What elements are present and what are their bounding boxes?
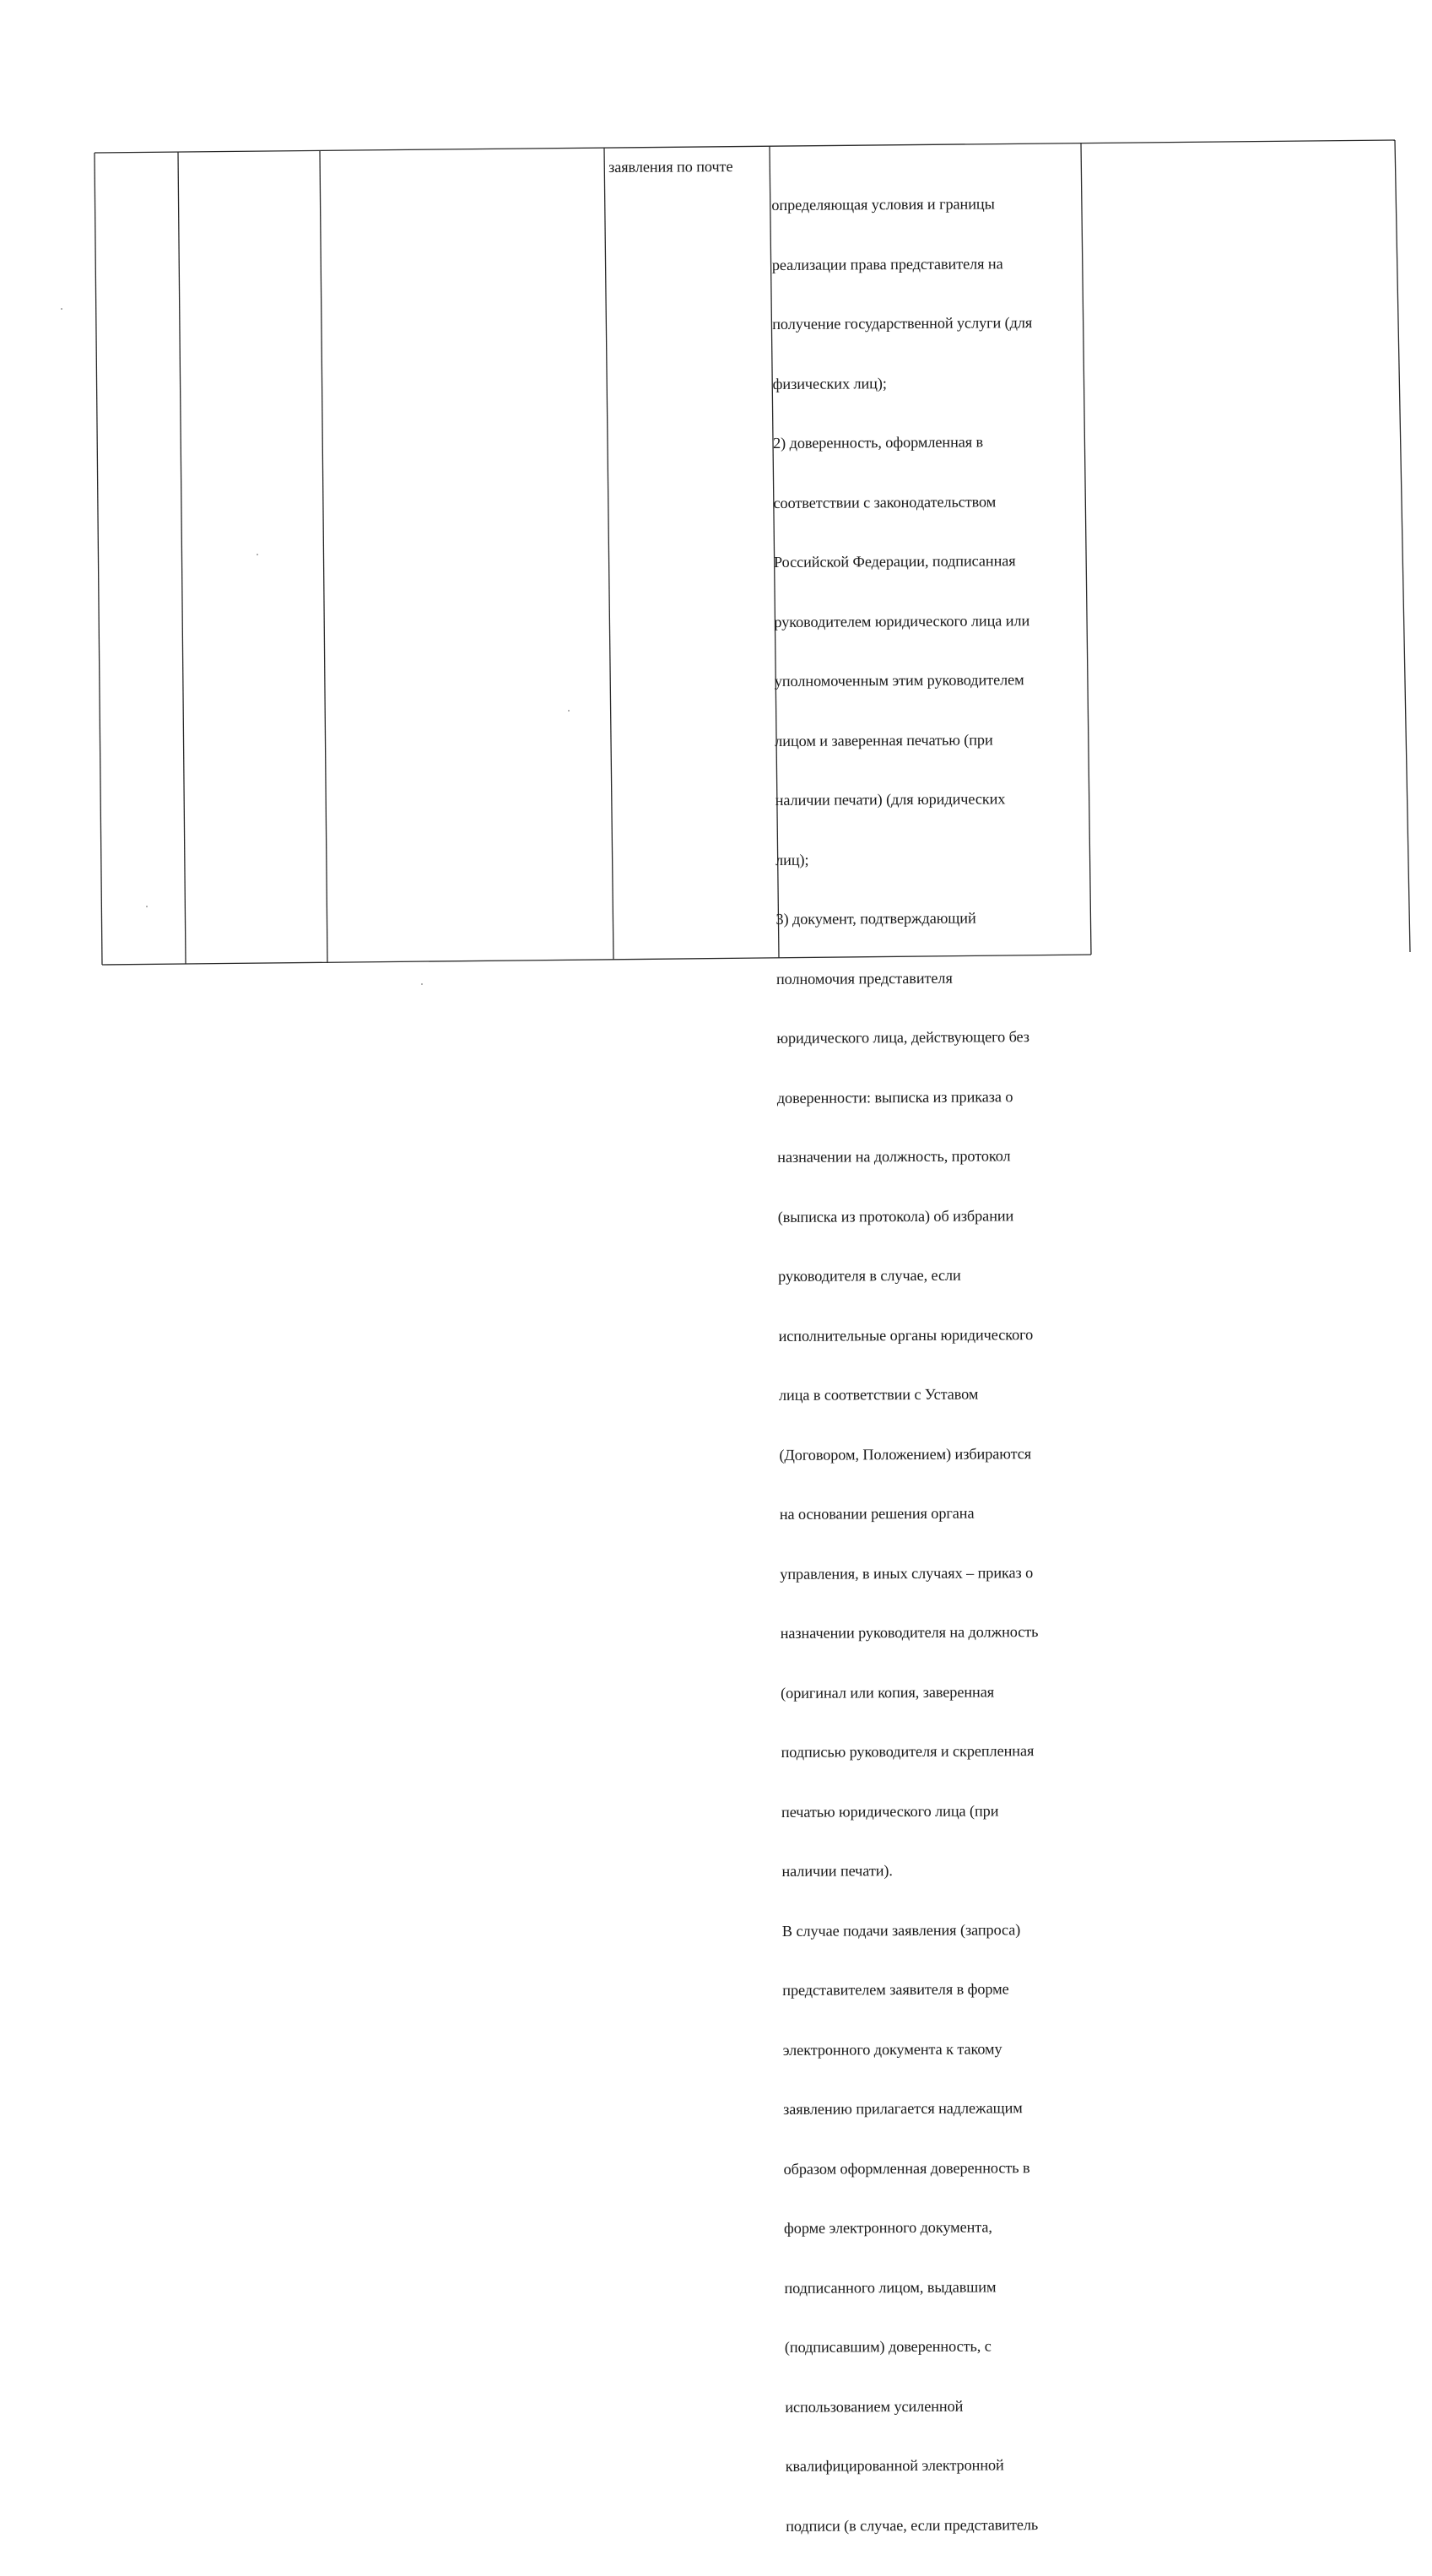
table-right-border — [1395, 140, 1410, 952]
doc-line: управления, в иных случаях – приказ о — [780, 1563, 1034, 1583]
doc-line: представителем заявителя в форме — [782, 1980, 1009, 1999]
table-left-border — [95, 153, 102, 965]
doc-line: лица в соответствии с Уставом — [778, 1385, 979, 1404]
doc-line: квалифицированной электронной — [785, 2456, 1004, 2475]
doc-line: руководителем юридического лица или — [774, 611, 1030, 630]
table-grid — [0, 0, 1432, 1013]
doc-line: использованием усиленной — [785, 2397, 964, 2416]
doc-line: исполнительные органы юридического — [778, 1325, 1034, 1345]
column-divider-3 — [604, 148, 613, 960]
doc-line: юридического лица, действующего без — [776, 1028, 1029, 1047]
doc-line: полномочия представителя — [775, 969, 953, 988]
doc-line: подписанного лицом, выдавшим — [784, 2277, 997, 2297]
doc-line: назначении на должность, протокол — [777, 1147, 1011, 1166]
doc-line: физических лиц); — [772, 374, 887, 392]
doc-line: 3) документ, подтверждающий — [775, 909, 976, 928]
doc-line: соответствии с законодательством — [773, 492, 997, 511]
document-table — [0, 0, 1432, 1013]
doc-line: В случае подачи заявления (запроса) — [781, 1920, 1021, 1940]
doc-line: наличии печати) (для юридических — [775, 790, 1006, 809]
doc-line: форме электронного документа, — [783, 2218, 992, 2237]
doc-line: реализации права представителя на — [771, 254, 1003, 273]
scan-speck — [146, 906, 148, 907]
doc-line: уполномоченным этим руководителем — [774, 671, 1024, 690]
doc-line: подписи (в случае, если представитель — [786, 2515, 1039, 2535]
doc-line: лиц); — [775, 851, 809, 869]
doc-line: наличии печати). — [781, 1862, 893, 1880]
doc-line: лицом и заверенная печатью (при — [775, 730, 993, 750]
doc-line: печатью юридического лица (при — [781, 1801, 999, 1821]
doc-line: определяющая условия и границы — [771, 195, 995, 214]
doc-line: подписью руководителя и скрепленная — [781, 1742, 1035, 1761]
doc-line: электронного документа к такому — [782, 2039, 1002, 2059]
doc-line: доверенности: выписка из приказа о — [776, 1087, 1013, 1107]
doc-line: руководителя в случае, если — [778, 1266, 961, 1285]
doc-line: заявлению прилагается надлежащим — [783, 2099, 1023, 2118]
required-documents-cell — [771, 154, 1046, 2576]
submission-method-cell: заявления по почте — [608, 158, 733, 176]
scan-speck — [568, 710, 570, 712]
doc-line: назначении руководителя на должность — [780, 1623, 1039, 1642]
scan-speck — [421, 983, 423, 985]
scan-speck — [257, 554, 258, 555]
doc-line: (Договором, Положением) избираются — [779, 1444, 1032, 1464]
doc-line: образом оформленная доверенность в — [783, 2158, 1030, 2178]
column-divider-1 — [178, 152, 186, 964]
doc-line: 2) доверенность, оформленная в — [773, 433, 984, 452]
table-top-border — [95, 140, 1395, 153]
scan-speck — [61, 308, 62, 310]
column-divider-5 — [1081, 143, 1091, 955]
doc-line: (выписка из протокола) об избрании — [777, 1206, 1014, 1226]
doc-line: на основании решения органа — [779, 1504, 975, 1523]
doc-line: (оригинал или копия, заверенная — [781, 1682, 995, 1702]
column-divider-2 — [320, 150, 327, 963]
doc-line: Российской Федерации, подписанная — [773, 552, 1016, 571]
doc-line: получение государственной услуги (для — [772, 314, 1033, 333]
doc-line: (подписавшим) доверенность, с — [784, 2337, 992, 2356]
